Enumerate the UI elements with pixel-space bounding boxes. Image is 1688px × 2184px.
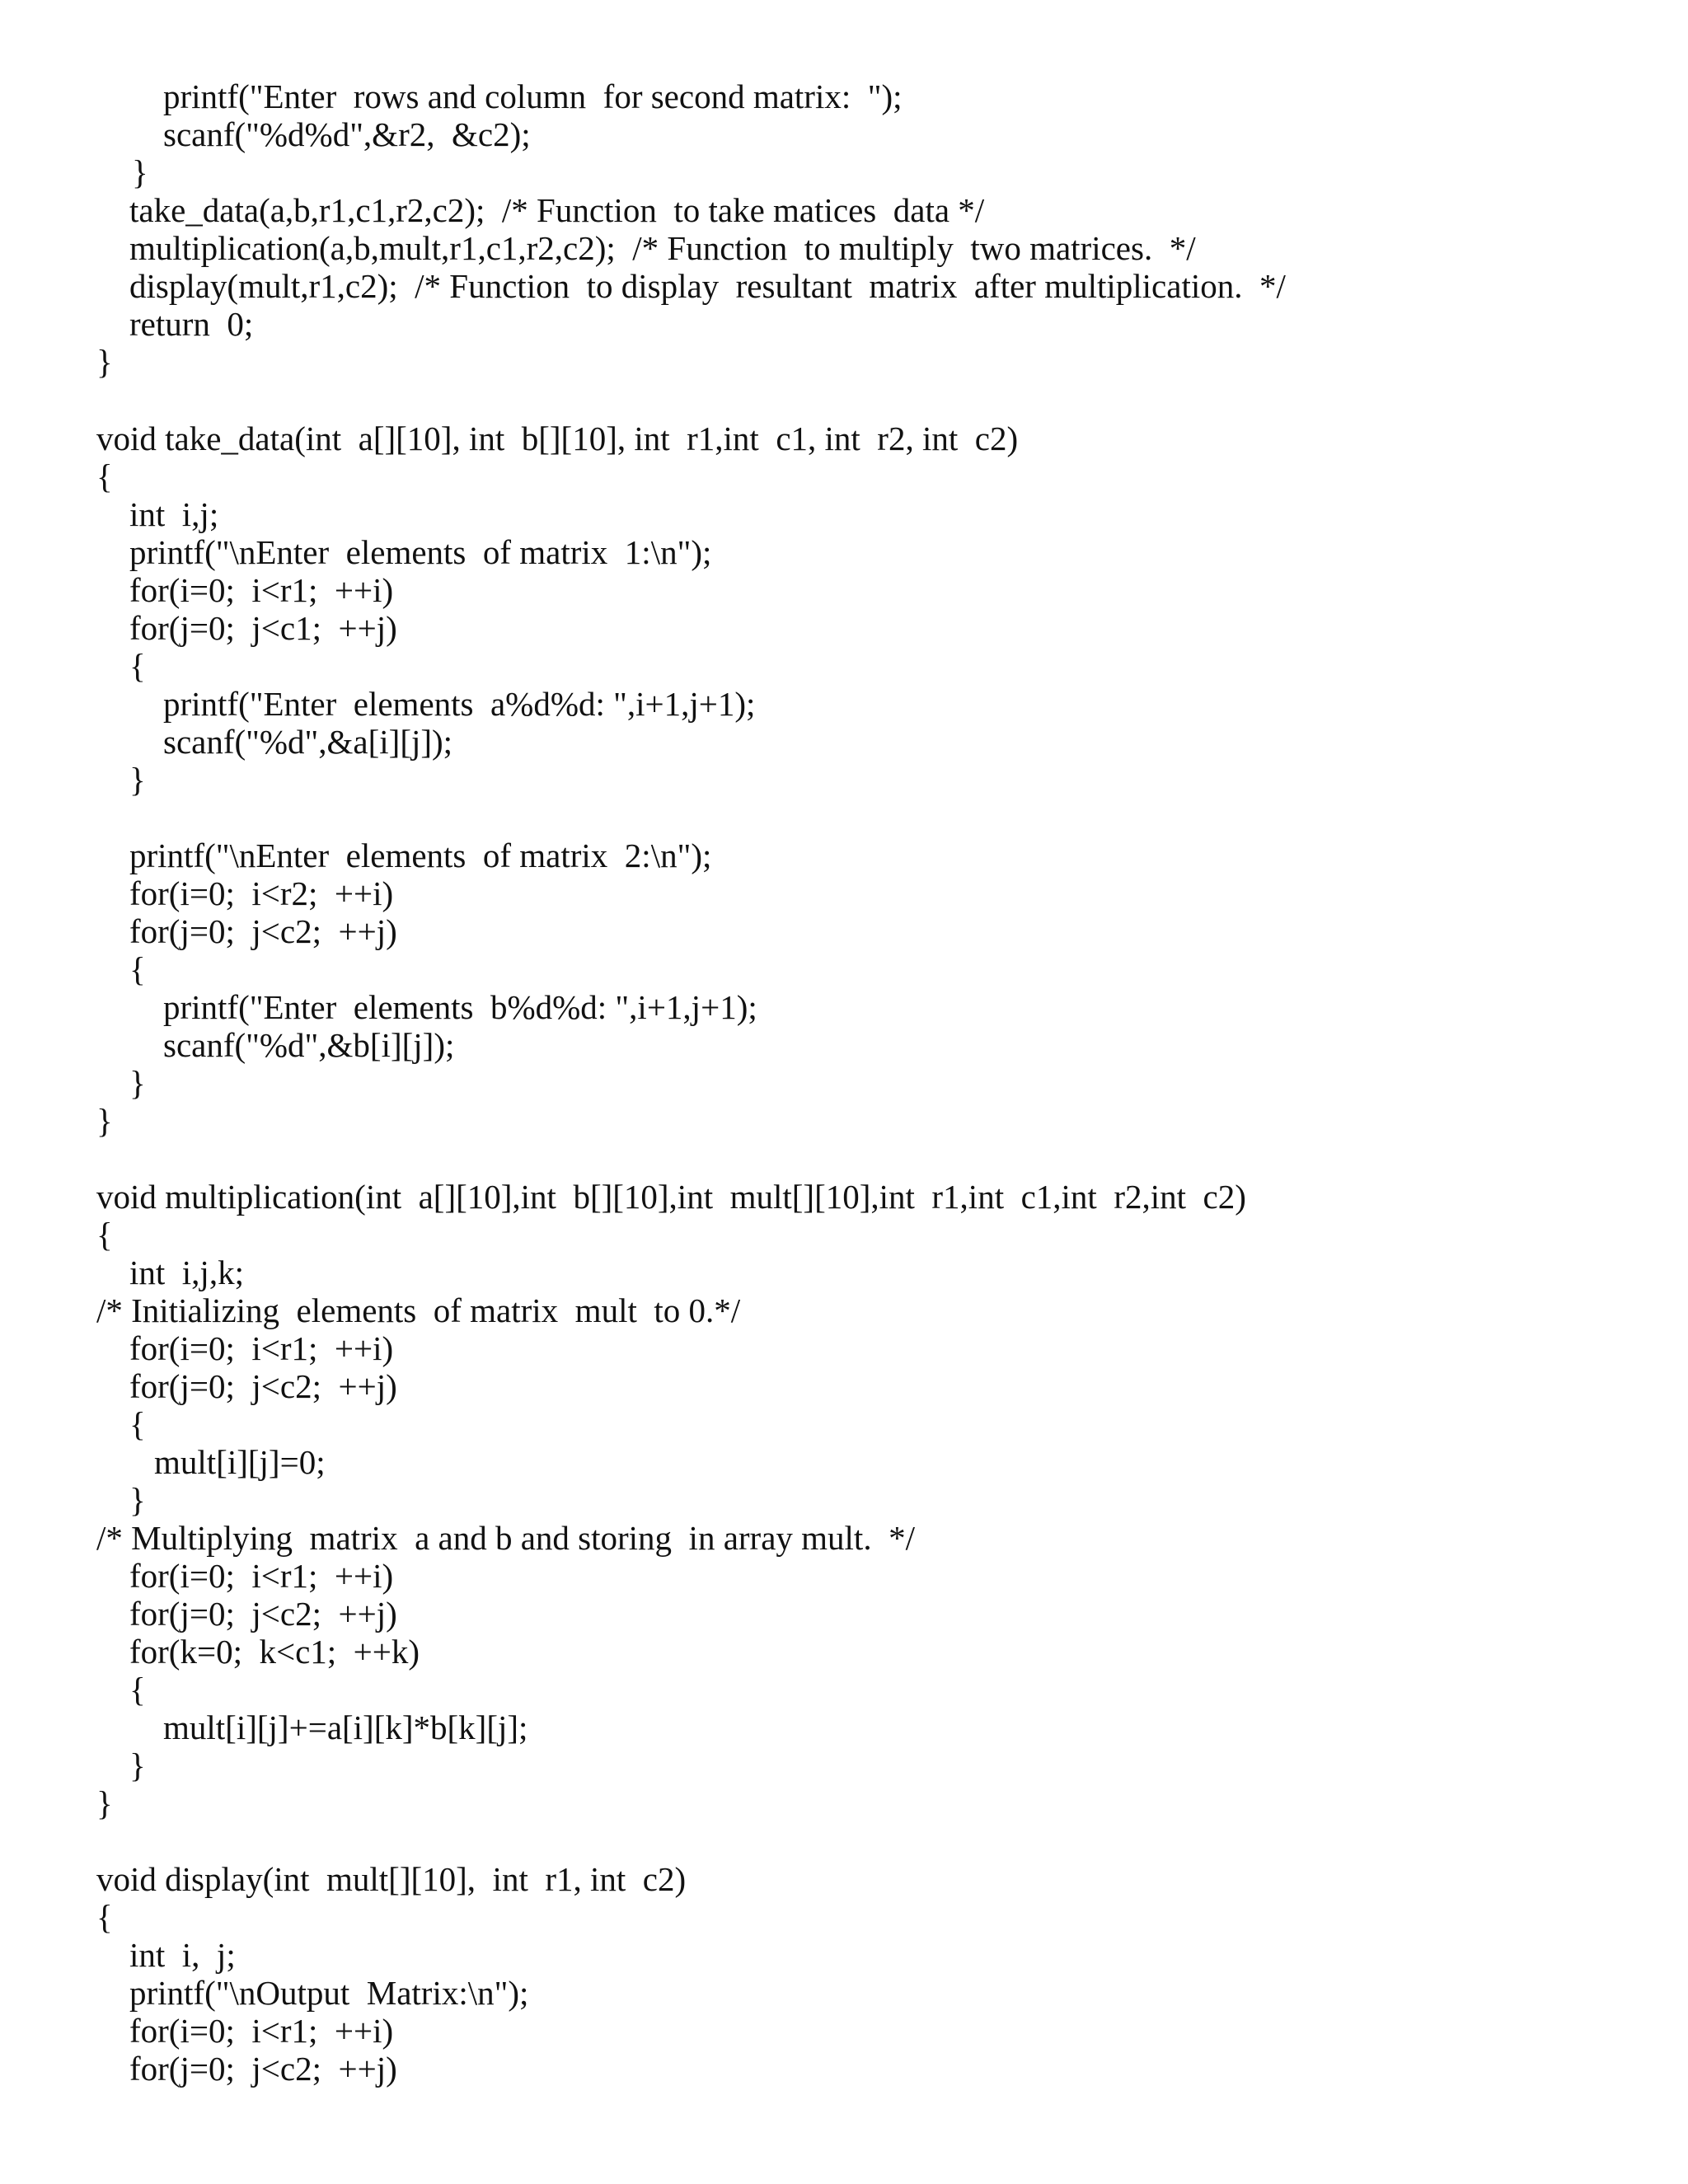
- code-line: multiplication(a,b,mult,r1,c1,r2,c2); /* Function to multiply two matrices. */: [129, 229, 1196, 267]
- code-line: {: [129, 1405, 146, 1443]
- code-line: for(i=0; i<r2; ++i): [129, 874, 394, 912]
- code-line: }: [129, 1481, 146, 1519]
- code-line: int i, j;: [129, 1936, 236, 1974]
- code-line: printf("Enter elements a%d%d: ",i+1,j+1);: [163, 685, 756, 723]
- code-line: {: [96, 1216, 113, 1254]
- code-line: printf("Enter elements b%d%d: ",i+1,j+1);: [163, 988, 757, 1026]
- code-line: /* Multiplying matrix a and b and storing in array mult. */: [96, 1519, 915, 1557]
- code-line: }: [129, 1746, 146, 1784]
- code-line: }: [96, 1784, 113, 1822]
- code-line: printf("\nOutput Matrix:\n");: [129, 1974, 529, 2012]
- code-line: for(j=0; j<c2; ++j): [129, 1367, 397, 1405]
- code-line: for(i=0; i<r1; ++i): [129, 1329, 394, 1367]
- code-line: }: [96, 343, 113, 381]
- code-line: for(j=0; j<c2; ++j): [129, 912, 397, 950]
- code-line: for(j=0; j<c1; ++j): [129, 609, 397, 647]
- code-line: return 0;: [129, 305, 254, 343]
- code-line: for(j=0; j<c2; ++j): [129, 2050, 397, 2088]
- code-line: scanf("%d",&b[i][j]);: [163, 1026, 455, 1064]
- code-line: mult[i][j]=0;: [154, 1443, 326, 1481]
- code-line: for(i=0; i<r1; ++i): [129, 571, 394, 609]
- code-line: mult[i][j]+=a[i][k]*b[k][j];: [163, 1708, 528, 1746]
- code-line: void multiplication(int a[][10],int b[][10],int mult[][10],int r1,int c1,int r2,int c2): [96, 1178, 1246, 1216]
- code-line: {: [129, 1671, 146, 1708]
- code-line: scanf("%d",&a[i][j]);: [163, 723, 453, 761]
- code-line: for(k=0; k<c1; ++k): [129, 1633, 420, 1671]
- code-line: take_data(a,b,r1,c1,r2,c2); /* Function to take matices data */: [129, 191, 985, 229]
- code-line: }: [96, 1102, 113, 1140]
- code-line: {: [96, 1898, 113, 1936]
- code-line: void take_data(int a[][10], int b[][10], int r1,int c1, int r2, int c2): [96, 419, 1019, 457]
- code-line: /* Initializing elements of matrix mult to 0.*/: [96, 1291, 741, 1329]
- code-line: for(j=0; j<c2; ++j): [129, 1595, 397, 1633]
- code-line: {: [129, 647, 146, 685]
- code-line: {: [129, 950, 146, 988]
- code-line: }: [129, 1064, 146, 1102]
- code-line: display(mult,r1,c2); /* Function to display resultant matrix after multiplication. */: [129, 267, 1286, 305]
- code-line: scanf("%d%d",&r2, &c2);: [163, 115, 531, 153]
- code-line: {: [96, 457, 113, 495]
- code-line: int i,j,k;: [129, 1254, 244, 1291]
- code-line: for(i=0; i<r1; ++i): [129, 1557, 394, 1595]
- code-line: int i,j;: [129, 495, 219, 533]
- code-line: void display(int mult[][10], int r1, int c2): [96, 1860, 687, 1898]
- code-line: printf("\nEnter elements of matrix 1:\n");: [129, 533, 712, 571]
- code-line: printf("Enter rows and column for second matrix: ");: [163, 77, 903, 115]
- code-line: }: [132, 153, 148, 191]
- code-line: printf("\nEnter elements of matrix 2:\n");: [129, 837, 712, 874]
- code-line: for(i=0; i<r1; ++i): [129, 2012, 394, 2050]
- code-line: }: [129, 761, 146, 799]
